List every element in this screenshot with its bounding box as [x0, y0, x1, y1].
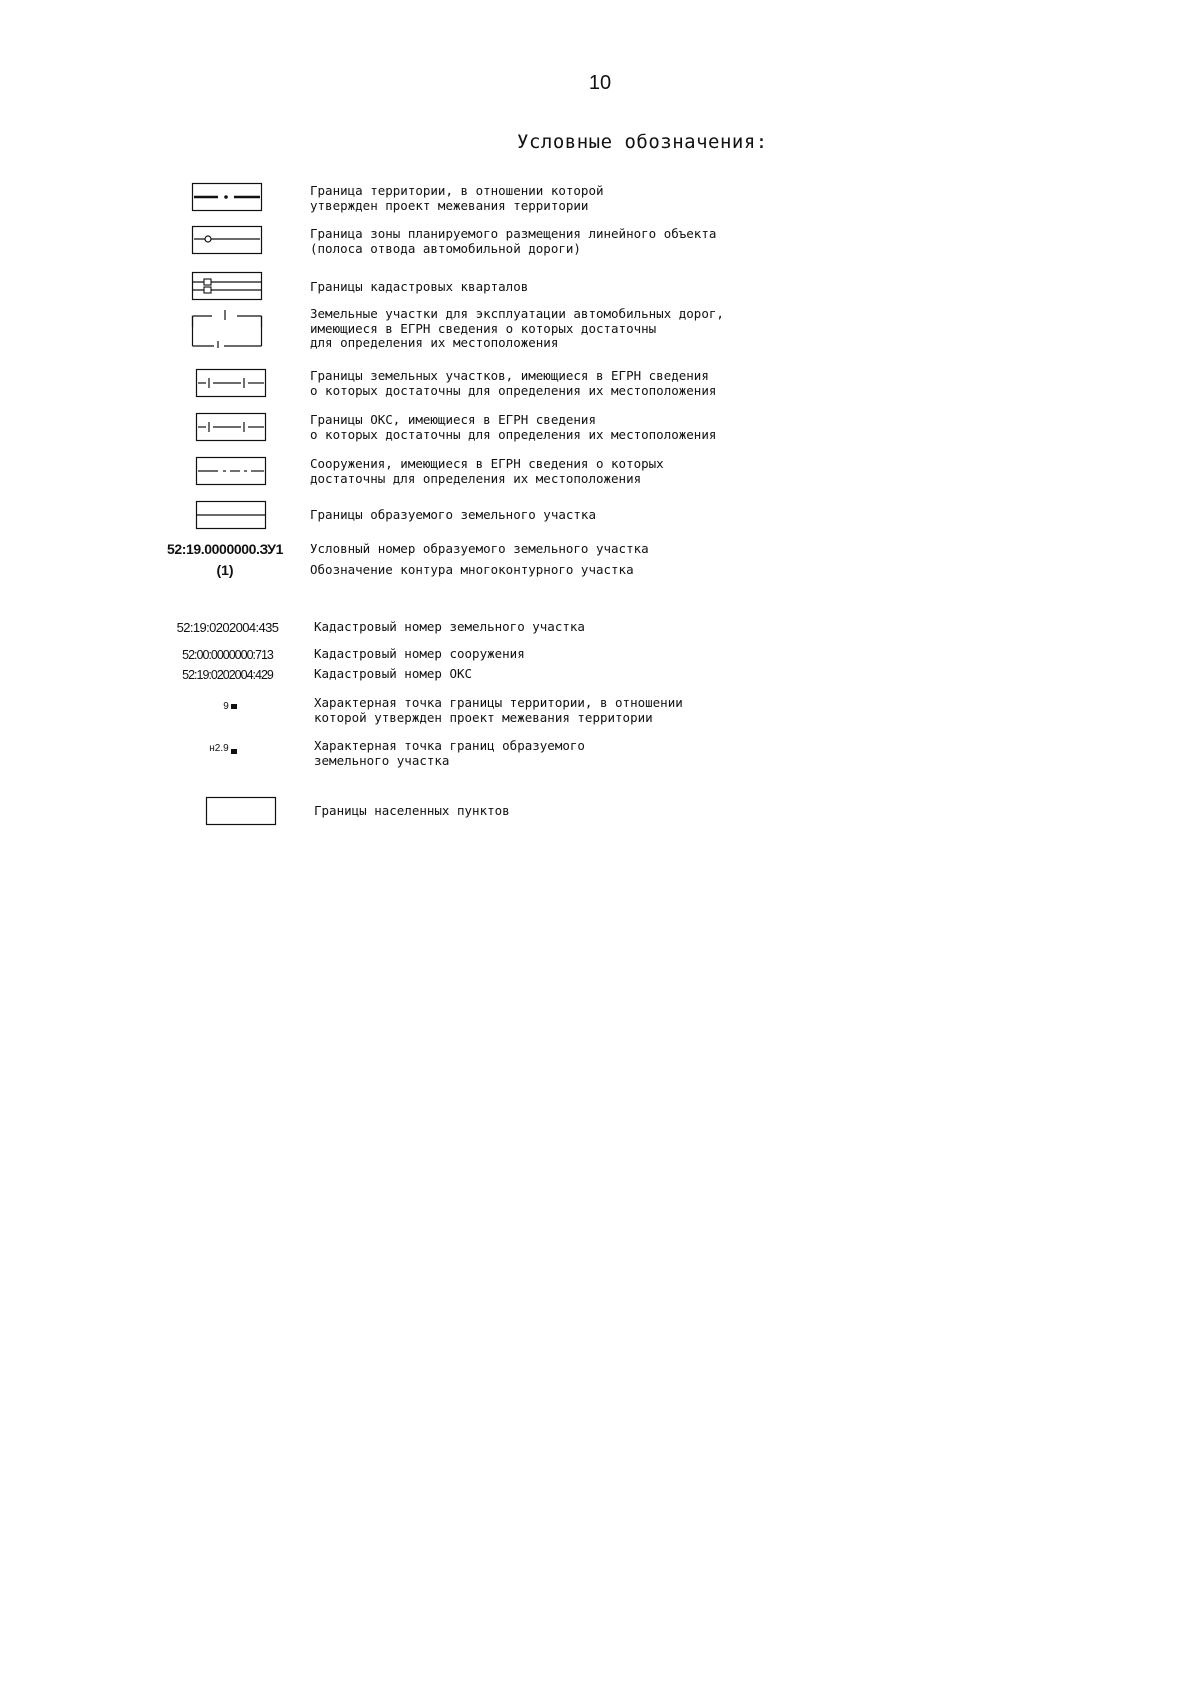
plot-cadastral-number-label: 52:19:0202004:435 [176, 620, 279, 635]
plot-point-label [198, 743, 248, 754]
contour-designation-label: (1) [216, 562, 234, 578]
structures-symbol [196, 457, 266, 485]
linear-object-zone-symbol [192, 226, 262, 254]
formed-plot-boundaries-description: Границы образуемого земельного участка [310, 507, 596, 522]
structure-cadastral-number-description: Кадастровый номер сооружения [314, 646, 525, 661]
structure-cadastral-number-label: 52:00:0000000:713 [182, 648, 273, 662]
oks-cadastral-number-label: 52:19:0202004:429 [182, 668, 273, 682]
formed-plot-number-description: Условный номер образуемого земельного участка [310, 541, 649, 556]
page-number: 10 [588, 72, 612, 94]
territory-point-number: 9 [223, 701, 229, 712]
road-land-plots-symbol [192, 314, 262, 348]
territory-point-description: Характерная точка границы территории, в отношении которой утвержден проект межевания территории [314, 695, 683, 725]
road-land-plots-description: Земельные участки для эксплуатации автомобильных дорог, имеющиеся в ЕГРН сведения о которых достаточны для определения их местоположения [310, 306, 724, 350]
linear-object-zone-description: Граница зоны планируемого размещения линейного объекта (полоса отвода автомобильной дороги) [310, 226, 717, 256]
contour-designation-description: Обозначение контура многоконтурного участка [310, 562, 634, 577]
territory-point-label [215, 701, 245, 712]
cadastral-quarters-description: Границы кадастровых кварталов [310, 279, 529, 294]
oks-boundaries-description: Границы ОКС, имеющиеся в ЕГРН сведения о которых достаточны для определения их местоположения [310, 412, 717, 442]
point-square-icon [231, 704, 237, 709]
plot-cadastral-number-description: Кадастровый номер земельного участка [314, 619, 585, 634]
formed-plot-boundaries-symbol [196, 501, 266, 529]
formed-plot-number-label: 52:19.0000000.ЗУ1 [166, 541, 284, 557]
land-plot-boundaries-symbol [196, 369, 266, 397]
plot-point-description: Характерная точка границ образуемого земельного участка [314, 738, 585, 768]
point-square-icon [231, 749, 237, 754]
structures-description: Сооружения, имеющиеся в ЕГРН сведения о которых достаточны для определения их местоположения [310, 456, 664, 486]
oks-cadastral-number-description: Кадастровый номер ОКС [314, 666, 473, 681]
settlement-boundaries-symbol [206, 797, 276, 825]
legend-title: Условные обозначения: [517, 131, 768, 153]
plot-point-number: н2.9 [209, 743, 229, 754]
settlement-boundaries-description: Границы населенных пунктов [314, 803, 510, 818]
cadastral-quarters-symbol [192, 272, 262, 300]
oks-boundaries-symbol [196, 413, 266, 441]
territory-boundary-symbol [192, 183, 262, 211]
land-plot-boundaries-description: Границы земельных участков, имеющиеся в ЕГРН сведения о которых достаточны для определения их местоположения [310, 368, 717, 398]
territory-boundary-description: Граница территории, в отношении которой утвержден проект межевания территории [310, 183, 604, 213]
